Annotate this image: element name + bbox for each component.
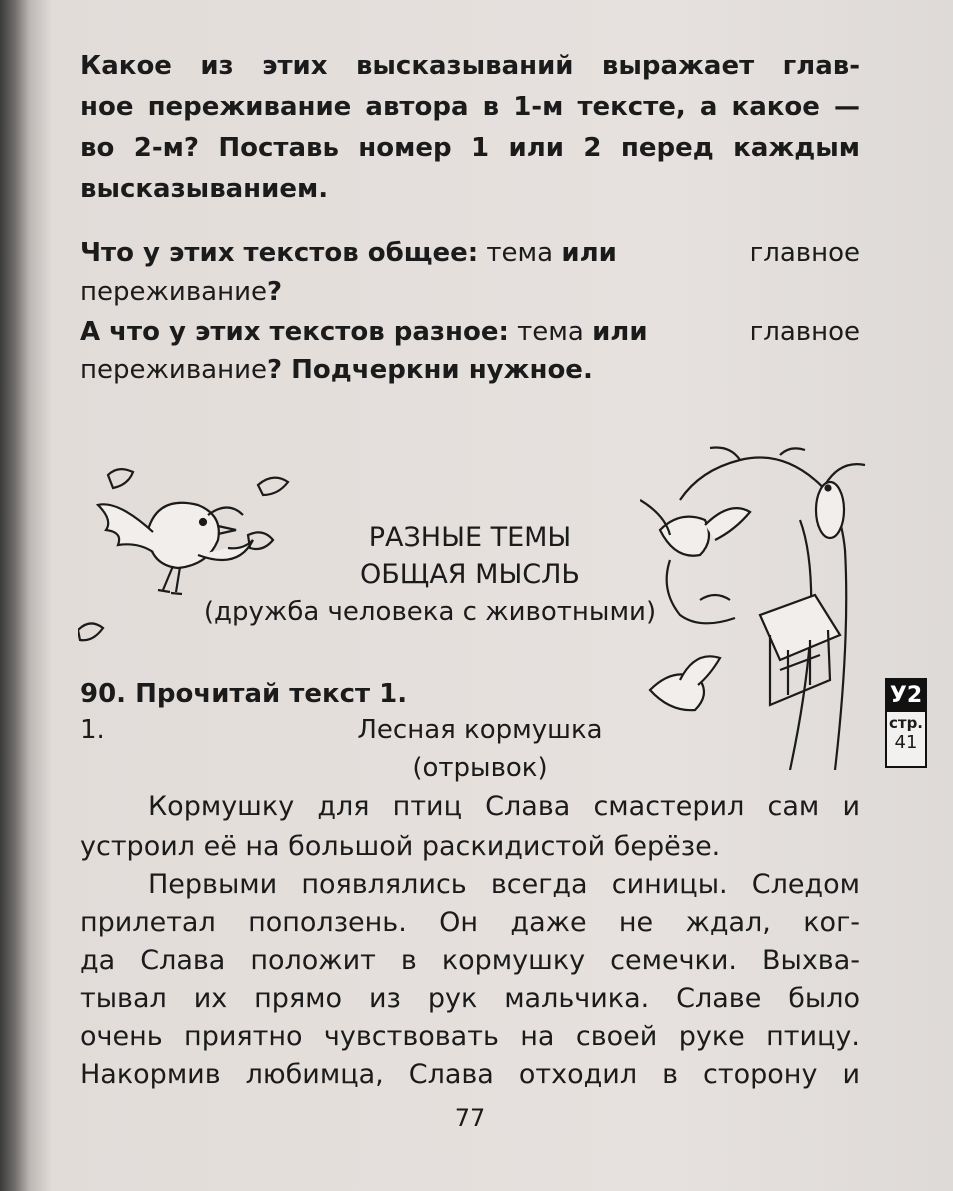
question-common-line2 [80, 274, 282, 310]
question-diff-text: тема [508, 317, 593, 347]
question-diff-instruction: ? Подчеркни нужное. [266, 355, 593, 385]
question-common-text2: главное [749, 238, 860, 268]
question-diff-or: или [592, 317, 648, 347]
question-line: Какое из этих высказываний выражает глав- [80, 51, 860, 81]
story-line: Кормушку для птиц Слава смастерил сам и [148, 791, 860, 822]
tab-page-label: стр. [888, 714, 924, 732]
text-number: 1. [80, 715, 105, 745]
story-title: Лесная кормушка [357, 715, 603, 745]
tab-page-number: 41 [894, 732, 918, 753]
page-number: 77 [454, 1104, 486, 1132]
theme-line3: (дружба человека с животными) [203, 597, 657, 627]
question-diff-text3: переживание [80, 355, 267, 385]
story-line: прилетал поползень. Он даже не ждал, ког- [80, 907, 860, 938]
question-diff-line [80, 314, 860, 350]
story-line: устроил её на большой раскидистой берёзе. [80, 831, 721, 862]
question-line: ное переживание автора в 1-м тексте, а какое — [80, 92, 860, 122]
story-line: тывал их прямо из рук мальчика. Славе было [80, 983, 860, 1014]
question-diff-bold: А что у этих текстов разное: [80, 317, 509, 347]
tab-unit: У2 [887, 680, 925, 712]
story-subtitle: (отрывок) [412, 753, 548, 783]
question-common-text3: переживание [80, 277, 267, 307]
story-line: Первыми появлялись всегда синицы. Следом [148, 869, 860, 900]
question-line: во 2-м? Поставь номер 1 или 2 перед каждым [80, 133, 860, 163]
question-diff-line2 [80, 352, 593, 388]
question-common-line [80, 235, 860, 271]
question-common-text: тема [478, 238, 562, 268]
page-reference-tab [885, 678, 927, 768]
question-common-bold: Что у этих текстов общее: [80, 238, 479, 268]
story-line: очень приятно чувствовать на своей руке птицу. [80, 1021, 860, 1052]
question-diff-text2: главное [749, 317, 860, 347]
story-line: Накормив любимца, Слава отходил в сторону и [80, 1059, 860, 1090]
theme-line1: РАЗНЫЕ ТЕМЫ [368, 522, 572, 553]
theme-line2: ОБЩАЯ МЫСЛЬ [360, 559, 580, 590]
question-line: высказыванием. [80, 174, 329, 204]
story-line: да Слава положит в кормушку семечки. Выхва- [80, 945, 860, 976]
question-common-mark: ? [266, 277, 283, 307]
exercise-heading: 90. Прочитай текст 1. [80, 679, 408, 709]
question-common-or: или [561, 238, 617, 268]
